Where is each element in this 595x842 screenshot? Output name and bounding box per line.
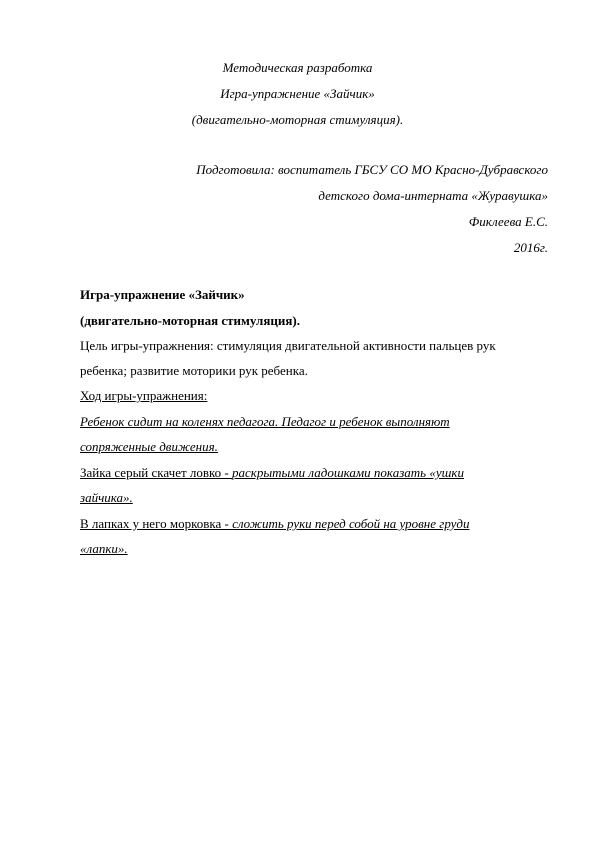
verse-2-text: В лапках у него морковка - <box>80 516 233 531</box>
goal-line-2: ребенка; развитие моторики рук ребенка. <box>80 363 308 378</box>
author-line-3: Фиклеева Е.С. <box>468 214 548 229</box>
header-line-1: Методическая разработка <box>222 60 373 75</box>
header-line-2: Игра-упражнение «Зайчик» <box>220 86 375 101</box>
author-line-2: детского дома-интерната «Журавушка» <box>318 188 548 203</box>
verse-1 <box>80 465 464 481</box>
verse-1-text: Зайка серый скачет ловко - <box>80 465 233 480</box>
section-title-2: (двигательно-моторная стимуляция). <box>80 313 300 328</box>
course-line-2: сопряженные движения. <box>80 439 218 454</box>
header-line-3: (двигательно-моторная стимуляция). <box>191 112 404 127</box>
verse-2 <box>80 516 469 532</box>
section-title-1: Игра-упражнение «Зайчик» <box>80 287 245 302</box>
verse-1-action: раскрытыми ладошками показать «ушки <box>232 465 464 480</box>
verse-2-action-cont: «лапки». <box>80 541 128 556</box>
course-line-1: Ребенок сидит на коленях педагога. Педагог и ребенок выполняют <box>80 414 450 429</box>
author-year: 2016г. <box>513 240 548 255</box>
verse-2-action: сложить руки перед собой на уровне груди <box>232 516 470 531</box>
goal-line-1: Цель игры-упражнения: стимуляция двигательной активности пальцев рук <box>80 338 496 353</box>
course-heading: Ход игры-упражнения: <box>80 388 208 403</box>
verse-1-action-cont: зайчика». <box>80 490 133 505</box>
author-line-1: Подготовила: воспитатель ГБСУ СО МО Красно-Дубравского <box>196 162 548 177</box>
